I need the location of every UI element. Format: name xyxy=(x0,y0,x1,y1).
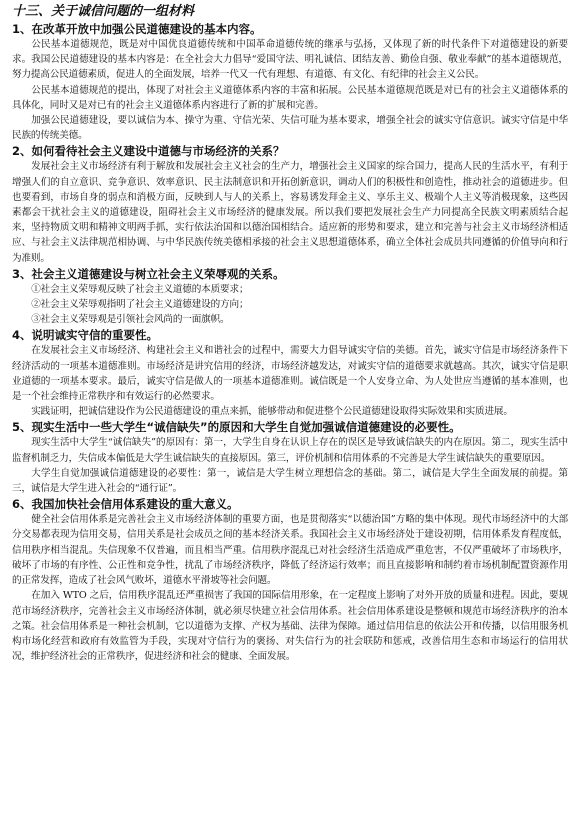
section-heading: 1、在改革开放中加强公民道德建设的基本内容。 xyxy=(12,22,262,36)
paragraph: 加强公民道德建设，要以诚信为本、操守为重、守信光荣、失信可耻为基本要求，增强全社会的诚实守信意识。诚实守信是中华民族的传统美德。 xyxy=(12,115,568,142)
paragraph: 实践证明，把诚信建设作为公民道德建设的重点来抓，能够带动和促进整个公民道德建设取得实际效果和实质进展。 xyxy=(31,406,513,418)
paragraph: 发展社会主义市场经济有利于解放和发展社会主义社会的生产力，增强社会主义国家的综合国力，提高人民的生活水平，有利于增强人们的自立意识、竞争意识、效率意识、民主法制意识和开拓创新意识，调动人们的积极性和创造性，推动社会的道德进步。但也要看到，市场自身的弱点和消极方面，反映到人与人的关系上，容易诱发拜金主义、享乐主义、极端个人主义等消极现象，这些因素都会干扰社会主义的道德建设，阻碍社会主义市场经济的健康发展。所以我们要把发展社会生产力同提高全民族文明素质结合起来，坚持物质文明和精神文明两手抓，实行依法治国和以德治国相结合。适应新的形势和要求，建立和完善与社会主义市场经济相适应、与社会主义法律规范相协调、与中华民族传统美德相承接的社会主义思想道德体系，确立全体社会成员共同遵循的价值导向和行为准则。 xyxy=(12,161,568,264)
list-item: ②社会主义荣辱观指明了社会主义道德建设的方向； xyxy=(31,299,249,311)
paragraph: 大学生自觉加强诚信道德建设的必要性：第一，诚信是大学生树立理想信念的基础。第二，诚信是大学生全面发展的前提。第三，诚信是大学生进入社会的“通行证”。 xyxy=(12,467,568,495)
section-heading: 3、社会主义道德建设与树立社会主义荣辱观的关系。 xyxy=(12,266,285,281)
section-heading: 2、如何看待社会主义建设中道德与市场经济的关系？ xyxy=(12,144,285,159)
document-title: 十三、关于诚信问题的一组材料 xyxy=(12,4,195,19)
paragraph: 在加入 WTO 之后，信用秩序混乱还严重损害了我国的国际信用形象，在一定程度上影响了对外开放的质量和进程。因此，要规范市场经济秩序，完善社会主义市场经济体制，就必须尽快建立社会信用体系。社会信用体系建设是整顿和规范市场经济秩序的治本之策。社会信用体系是一种社会机制，它以道德为支撑、产权为基础、法律为保障。通过信用信息的依法公开和传播，以信用服务机构市场化经营和政府有效监管为手段，实现对守信行为的褒扬、对失信行为的社会联防和惩戒，改善信用生态和市场运行的信用状况，维护经济社会的正常秩序，促进经济和社会的健康、全面发展。 xyxy=(12,590,568,663)
section-heading: 4、说明诚实守信的重要性。 xyxy=(12,328,159,343)
document-body xyxy=(12,22,568,664)
paragraph: 健全社会信用体系是完善社会主义市场经济体制的重要方面，也是贯彻落实“以德治国”方略的集中体现。现代市场经济中的大部分交易都表现为信用交易，信用关系是社会成员之间的基本经济关系。我国社会主义市场经济处于建设初期，信用体系发育程度低，信用秩序相当混乱。失信现象不仅普遍，而且相当严重。信用秩序混乱已对社会经济生活造成严重危害，不仅严重破坏了市场秩序，破坏了市场的有序性、公正性和竞争性，扰乱了市场经济秩序，降低了经济运行效率；而且直接影响和制约着市场机制配置资源作用的正常发挥，造成了社会风气败坏，道德水平滑坡等社会问题。 xyxy=(12,514,568,587)
paragraph: 在发展社会主义市场经济、构建社会主义和谐社会的过程中，需要大力倡导诚实守信的美德。首先，诚实守信是市场经济条件下经济活动的一项基本道德准则。市场经济是讲究信用的经济，市场经济越发达，对诚实守信的道德要求就越高。其次，诚实守信是职业道德的一项基本要求。最后，诚实守信是做人的一项基本道德准则。诚信既是一个人安身立命、为人处世应当遵循的基本准则，也是一个社会维持正常秩序和有效运行的必然要求。 xyxy=(12,345,568,403)
paragraph: 现实生活中大学生“诚信缺失”的原因有：第一，大学生自身在认识上存在的误区是导致诚信缺失的内在原因。第二，现实生活中监督机制乏力，失信成本偏低是大学生诚信缺失的直接原因。第三，评价机制和信用体系的不完善是大学生诚信缺失的重要原因。 xyxy=(12,437,568,464)
list-item: ①社会主义荣辱观反映了社会主义道德的本质要求； xyxy=(31,283,249,295)
paragraph: 公民基本道德规范，既是对中国优良道德传统和中国革命道德传统的继承与弘扬，又体现了新的时代条件下对道德建设的新要求。我国公民道德建设的基本内容是：在全社会大力倡导“爱国守法、明礼诚信、团结友善、勤俭自强、敬业奉献”的基本道德规范，努力提高公民道德素质，促进人的全面发展，培养一代又一代有理想、有道德、有文化、有纪律的社会主义公民。 xyxy=(12,39,568,81)
section-heading: 5、现实生活中一些大学生“诚信缺失”的原因和大学生自觉加强诚信道德建设的必要性。 xyxy=(12,420,461,435)
list-item: ③社会主义荣辱观是引领社会风尚的一面旗帜。 xyxy=(31,314,230,326)
section-heading: 6、我国加快社会信用体系建设的重大意义。 xyxy=(12,497,239,512)
paragraph: 公民基本道德规范的提出，体现了对社会主义道德体系内容的丰富和拓展。公民基本道德规范既是对已有的社会主义道德体系的具体化，同时又是对已有的社会主义道德体系内容进行了新的扩展和完善。 xyxy=(12,84,568,111)
